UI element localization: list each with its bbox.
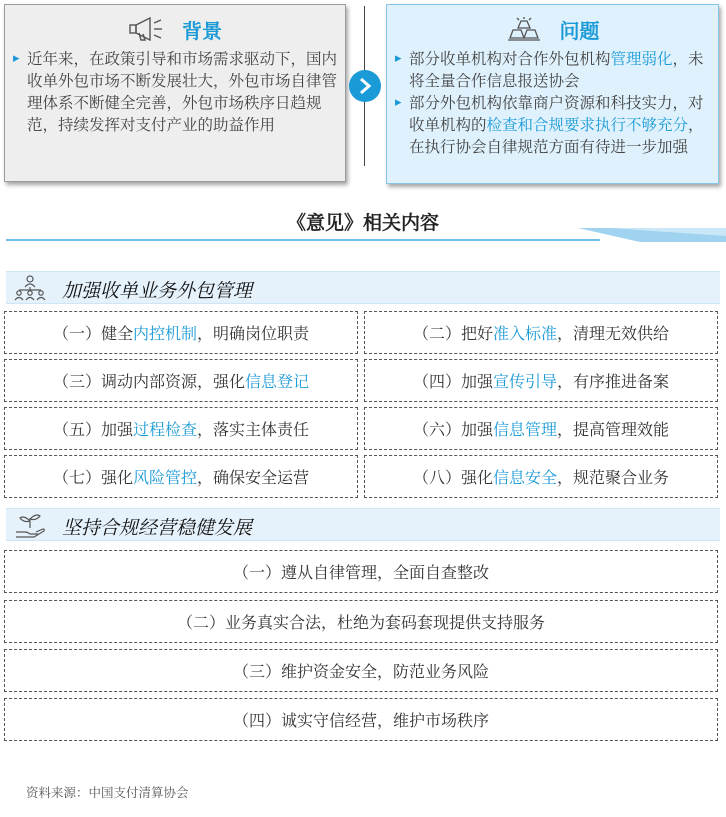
measure-cell-7-text: （七）强化 [52,468,133,487]
seedling-hand-icon [12,512,48,539]
principle-row-2: （二）业务真实合法，杜绝为套码套现提供支持服务 [4,600,718,643]
measure-cell-2-tail: ，清理无效供给 [557,324,670,343]
measure-cell-3-text: （三）调动内部资源，强化 [52,372,245,391]
measure-cell-2-highlight: 准入标准 [492,324,557,343]
measure-cell-1-tail: ，明确岗位职责 [197,324,310,343]
principle-row-4: （四）诚实守信经营，维护市场秩序 [4,698,718,741]
gold-bars-icon [506,16,542,42]
measure-cell-7-highlight: 风险管控 [132,468,197,487]
measure-cell-8 [364,455,718,498]
background-panel [4,4,346,182]
measure-cell-7 [4,455,358,498]
problem-item-2-tail: ，在执行协会自律规范方面有待进一步加强 [409,116,704,156]
measure-cell-4 [364,359,718,402]
measure-cell-8-highlight: 信息安全 [492,468,557,487]
measure-cell-6-text: （六）加强 [412,420,493,439]
problems-header [387,13,718,45]
problems-panel [386,4,719,184]
problem-item-1-highlight: 管理弱化 [610,50,673,68]
background-text: ▸ 近年来，在政策引导和市场需求驱动下，国内收单外包市场不断发展壮大，外包市场自律管理体系不断健全完善，外包市场秩序日趋规范，持续发挥对支付产业的助益作用 [13,48,339,136]
measure-cell-1-text: （一）健全 [52,324,133,343]
org-chart-icon [12,275,48,302]
measure-cell-5-highlight: 过程检查 [132,420,197,439]
measure-cell-3 [4,359,358,402]
measure-cell-2 [364,311,718,354]
section-2-header [6,508,720,541]
measure-cell-6-tail: ，提高管理效能 [557,420,670,439]
megaphone-icon [128,16,164,42]
background-header [5,13,345,45]
chevron-right-icon [349,70,381,102]
problems-title: 问题 [559,18,600,43]
opinion-title: 《意见》相关内容 [286,212,439,234]
problem-item-2 [395,92,712,158]
measure-cell-1-highlight: 内控机制 [132,324,197,343]
principle-row-1: （一）遵从自律管理，全面自查整改 [4,550,718,593]
problem-item-2-text: 部分外包机构依靠商户资源和科技实力，对收单机构的 [409,94,704,134]
measure-cell-6 [364,407,718,450]
problem-item-1-text: 部分收单机构对合作外包机构 [409,50,611,68]
principle-row-3: （三）维护资金安全，防范业务风险 [4,649,718,692]
measure-cell-5-tail: ，落实主体责任 [197,420,310,439]
measure-cell-3-highlight: 信息登记 [245,372,310,391]
measure-cell-2-text: （二）把好 [412,324,493,343]
measure-cell-4-text: （四）加强 [412,372,493,391]
problem-item-2-highlight: 检查和合规要求执行不够充分 [486,116,689,134]
section-1-header [6,271,720,304]
source-note: 资料来源：中国支付清算协会 [26,785,189,800]
problem-item-1-tail: ，未将全量合作信息报送协会 [409,50,704,90]
measure-cell-4-tail: ，有序推进备案 [557,372,670,391]
measure-cell-7-tail: ，确保安全运营 [197,468,310,487]
background-title: 背景 [182,18,222,43]
measure-cell-8-text: （八）强化 [412,468,493,487]
section-1-title: 加强收单业务外包管理 [62,280,253,302]
measure-cell-6-highlight: 信息管理 [492,420,557,439]
measure-cell-5-text: （五）加强 [52,420,133,439]
title-underline [0,228,726,248]
measure-cell-8-tail: ，规范聚合业务 [557,468,670,487]
section-2-title: 坚持合规经营稳健发展 [62,517,253,539]
measure-cell-1 [4,311,358,354]
measure-cell-5 [4,407,358,450]
measure-cell-4-highlight: 宣传引导 [492,372,557,391]
problem-item-1 [395,48,712,92]
